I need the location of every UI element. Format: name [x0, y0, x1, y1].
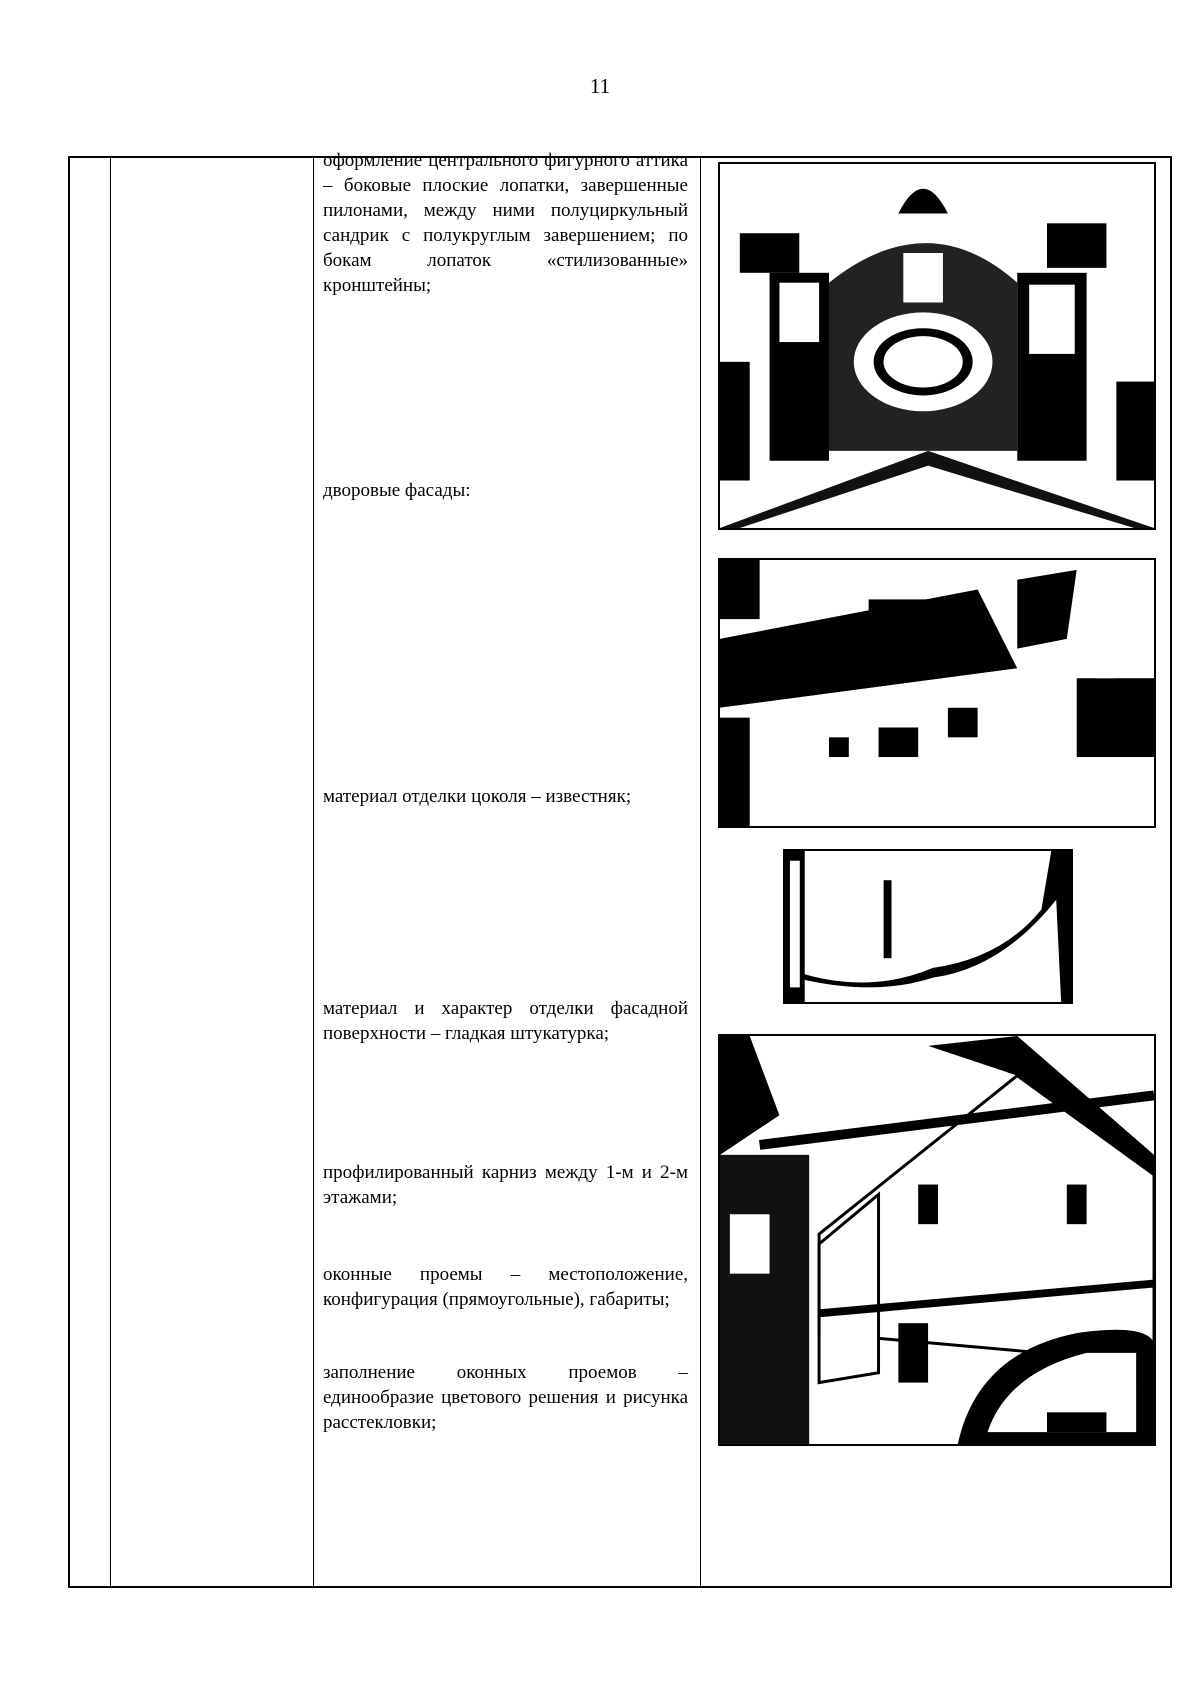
- description-attic: оформление центрального фигурного аттика – боковые плоские лопатки, завершенные пилонами, между ними полуциркульный сандрик с полукруглым завершением; по бокам лопаток «стилизованные» кронштейны;: [323, 150, 688, 296]
- description-cornice: профилированный карниз между 1-м и 2-м этажами;: [323, 1162, 688, 1208]
- description-window-filling: заполнение оконных проемов – единообразие цветового решения и рисунка расстекловки;: [323, 1362, 688, 1433]
- courtyard-facades-photo: [718, 558, 1156, 828]
- column-divider-1: [110, 158, 111, 1586]
- description-window-openings: оконные проемы – местоположение, конфигурация (прямоугольные), габариты;: [323, 1264, 688, 1310]
- page-number: 11: [589, 74, 611, 98]
- description-plaster: материал и характер отделки фасадной поверхности – гладкая штукатурка;: [323, 998, 688, 1044]
- facade-plaster-photo: [718, 1034, 1156, 1446]
- column-divider-2: [313, 158, 314, 1586]
- description-plinth: материал отделки цоколя – известняк;: [323, 786, 632, 807]
- column-divider-3: [700, 158, 701, 1586]
- plinth-limestone-photo: [783, 849, 1073, 1004]
- central-attic-photo: [718, 162, 1156, 530]
- description-courtyard-facades: дворовые фасады:: [323, 480, 471, 501]
